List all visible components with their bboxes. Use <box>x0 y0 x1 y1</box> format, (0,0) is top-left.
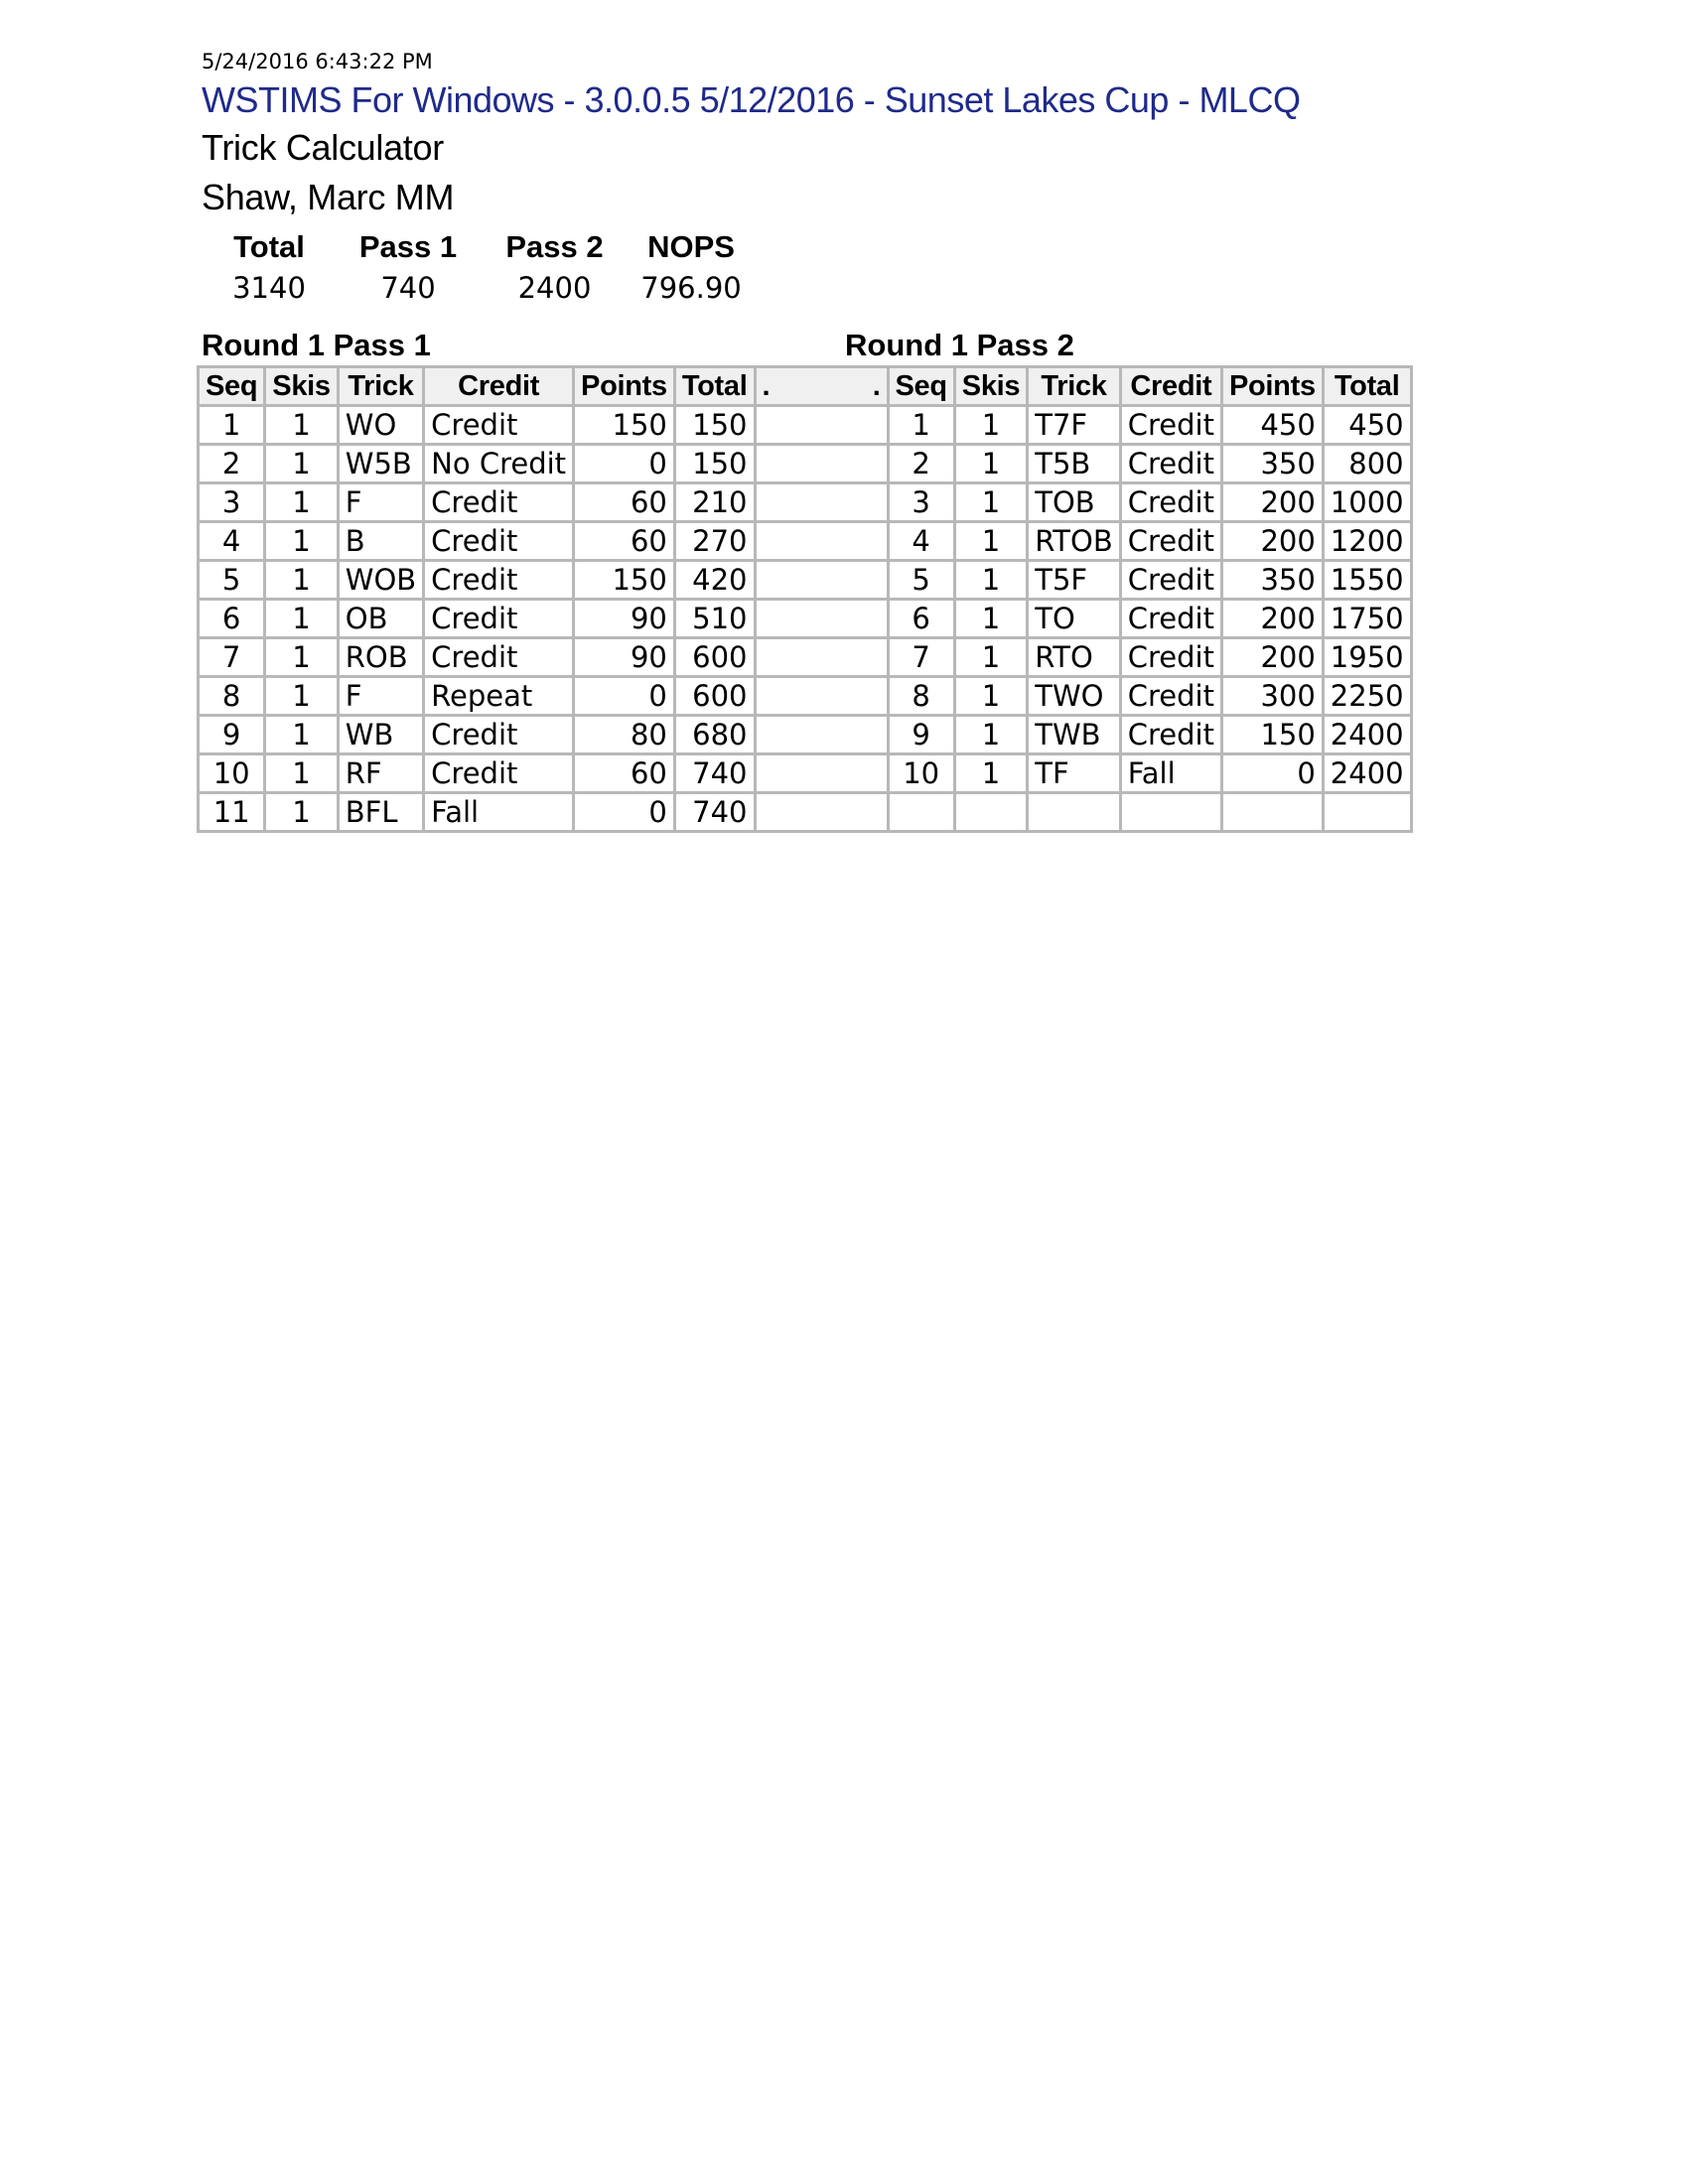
p1-skis: 1 <box>265 677 338 716</box>
p2-skis: 1 <box>954 561 1027 600</box>
p2-credit: Credit <box>1120 561 1221 600</box>
p2-total: 2400 <box>1323 754 1411 793</box>
p1-total: 210 <box>674 483 755 522</box>
p2-credit: Credit <box>1120 716 1221 754</box>
p2-skis: 1 <box>954 754 1027 793</box>
separator-cell <box>755 677 821 716</box>
summary-pass2-value: 2400 <box>517 271 592 305</box>
p1-skis: 1 <box>265 445 338 483</box>
p2-empty-cell <box>1028 793 1120 832</box>
p1-points: 80 <box>574 716 675 754</box>
skier-name: Shaw, Marc MM <box>202 177 455 217</box>
p2-credit: Credit <box>1120 677 1221 716</box>
separator-cell <box>821 522 888 561</box>
p2-skis: 1 <box>954 600 1027 638</box>
p1-trick: WOB <box>338 561 423 600</box>
separator-cell <box>821 716 888 754</box>
p2-points: 200 <box>1221 638 1323 677</box>
p1-points: 60 <box>574 754 675 793</box>
p1-seq: 9 <box>199 716 265 754</box>
summary-pass1-value: 740 <box>380 271 436 305</box>
p2-seq: 3 <box>888 483 954 522</box>
p2-total: 2250 <box>1323 677 1411 716</box>
p2-points: 200 <box>1221 600 1323 638</box>
separator-cell <box>821 600 888 638</box>
p2-empty-cell <box>1323 793 1411 832</box>
pass1-label: Round 1 Pass 1 <box>202 328 431 362</box>
separator-cell <box>821 677 888 716</box>
p1-skis: 1 <box>265 600 338 638</box>
summary-nops-header: NOPS <box>647 229 735 264</box>
p2-points: 450 <box>1221 406 1323 445</box>
p1-seq-header: Seq <box>199 367 265 406</box>
p2-points-header: Points <box>1221 367 1323 406</box>
separator-cell <box>755 754 821 793</box>
p2-points: 300 <box>1221 677 1323 716</box>
p2-trick: TOB <box>1028 483 1120 522</box>
p1-total: 740 <box>674 754 755 793</box>
table-row <box>199 793 1412 832</box>
p1-credit: Credit <box>424 600 574 638</box>
report-timestamp: 5/24/2016 6:43:22 PM <box>202 50 433 73</box>
p2-skis: 1 <box>954 483 1027 522</box>
p2-seq: 1 <box>888 406 954 445</box>
separator-cell <box>755 483 821 522</box>
p1-skis: 1 <box>265 406 338 445</box>
p1-total: 510 <box>674 600 755 638</box>
p2-seq: 8 <box>888 677 954 716</box>
p2-credit: Fall <box>1120 754 1221 793</box>
p2-seq: 4 <box>888 522 954 561</box>
separator-right-header: . <box>821 367 888 406</box>
p2-empty-cell <box>1120 793 1221 832</box>
table-row <box>199 522 1412 561</box>
p1-points: 150 <box>574 406 675 445</box>
score-summary <box>205 226 756 308</box>
p2-credit: Credit <box>1120 600 1221 638</box>
p1-total-header: Total <box>674 367 755 406</box>
p2-trick: TWO <box>1028 677 1120 716</box>
table-row <box>199 716 1412 754</box>
p2-trick: TWB <box>1028 716 1120 754</box>
p2-points: 350 <box>1221 561 1323 600</box>
p2-skis: 1 <box>954 638 1027 677</box>
p1-seq: 10 <box>199 754 265 793</box>
trick-table-header-row <box>199 367 1412 406</box>
p2-total: 800 <box>1323 445 1411 483</box>
p2-credit-header: Credit <box>1120 367 1221 406</box>
table-row <box>199 677 1412 716</box>
p1-credit: Credit <box>424 638 574 677</box>
p1-points: 90 <box>574 638 675 677</box>
p2-total-header: Total <box>1323 367 1411 406</box>
table-row <box>199 754 1412 793</box>
p2-trick-header: Trick <box>1028 367 1120 406</box>
separator-cell <box>821 445 888 483</box>
p1-points: 0 <box>574 445 675 483</box>
summary-pass1-header: Pass 1 <box>358 229 458 264</box>
p2-trick: T5B <box>1028 445 1120 483</box>
p1-credit: Credit <box>424 483 574 522</box>
p2-points: 200 <box>1221 483 1323 522</box>
p2-seq: 6 <box>888 600 954 638</box>
p2-skis-header: Skis <box>954 367 1027 406</box>
p1-credit: Repeat <box>424 677 574 716</box>
report-title: Trick Calculator <box>202 127 444 168</box>
p2-seq: 2 <box>888 445 954 483</box>
p1-seq: 3 <box>199 483 265 522</box>
p1-points: 90 <box>574 600 675 638</box>
p2-points: 0 <box>1221 754 1323 793</box>
p1-trick: B <box>338 522 423 561</box>
p2-credit: Credit <box>1120 483 1221 522</box>
p1-skis: 1 <box>265 638 338 677</box>
separator-cell <box>821 483 888 522</box>
separator-cell <box>755 716 821 754</box>
p1-seq: 4 <box>199 522 265 561</box>
separator-cell <box>821 793 888 832</box>
separator-left-header: . <box>755 367 821 406</box>
p2-skis: 1 <box>954 445 1027 483</box>
p2-total: 1950 <box>1323 638 1411 677</box>
p2-skis: 1 <box>954 716 1027 754</box>
p1-total: 600 <box>674 677 755 716</box>
p1-skis: 1 <box>265 716 338 754</box>
p1-trick: OB <box>338 600 423 638</box>
p1-credit: No Credit <box>424 445 574 483</box>
p1-trick: WO <box>338 406 423 445</box>
separator-cell <box>755 600 821 638</box>
p1-trick: F <box>338 483 423 522</box>
summary-total-value: 3140 <box>232 271 306 305</box>
p2-points: 200 <box>1221 522 1323 561</box>
table-row <box>199 445 1412 483</box>
p2-trick: RTOB <box>1028 522 1120 561</box>
p2-empty-cell <box>888 793 954 832</box>
p1-credit: Fall <box>424 793 574 832</box>
separator-cell <box>755 522 821 561</box>
p2-total: 450 <box>1323 406 1411 445</box>
p2-trick: RTO <box>1028 638 1120 677</box>
p1-credit-header: Credit <box>424 367 574 406</box>
trick-table <box>197 365 1413 833</box>
p1-total: 270 <box>674 522 755 561</box>
table-row <box>199 483 1412 522</box>
p1-seq: 11 <box>199 793 265 832</box>
table-row <box>199 561 1412 600</box>
separator-cell <box>755 793 821 832</box>
separator-cell <box>821 406 888 445</box>
p2-seq-header: Seq <box>888 367 954 406</box>
p2-credit: Credit <box>1120 522 1221 561</box>
p2-points: 150 <box>1221 716 1323 754</box>
p2-trick: T7F <box>1028 406 1120 445</box>
summary-total-header: Total <box>233 229 305 264</box>
p1-trick: W5B <box>338 445 423 483</box>
p1-points: 0 <box>574 677 675 716</box>
p2-skis: 1 <box>954 406 1027 445</box>
p1-trick-header: Trick <box>338 367 423 406</box>
p1-skis-header: Skis <box>265 367 338 406</box>
p2-credit: Credit <box>1120 445 1221 483</box>
p2-trick: TF <box>1028 754 1120 793</box>
separator-cell <box>755 561 821 600</box>
app-title: WSTIMS For Windows - 3.0.0.5 5/12/2016 - Sunset Lakes Cup - MLCQ <box>202 79 1301 120</box>
p1-skis: 1 <box>265 483 338 522</box>
p2-empty-cell <box>1221 793 1323 832</box>
table-row <box>199 406 1412 445</box>
p1-trick: ROB <box>338 638 423 677</box>
p2-total: 1200 <box>1323 522 1411 561</box>
p1-trick: RF <box>338 754 423 793</box>
p2-trick: T5F <box>1028 561 1120 600</box>
p1-skis: 1 <box>265 522 338 561</box>
separator-cell <box>821 638 888 677</box>
p2-empty-cell <box>954 793 1027 832</box>
p1-skis: 1 <box>265 561 338 600</box>
p1-points-header: Points <box>574 367 675 406</box>
p1-total: 420 <box>674 561 755 600</box>
p2-seq: 7 <box>888 638 954 677</box>
p1-total: 740 <box>674 793 755 832</box>
p2-total: 1000 <box>1323 483 1411 522</box>
summary-header-row <box>205 226 756 268</box>
p1-points: 150 <box>574 561 675 600</box>
p1-seq: 5 <box>199 561 265 600</box>
p2-skis: 1 <box>954 522 1027 561</box>
p1-credit: Credit <box>424 406 574 445</box>
p1-trick: BFL <box>338 793 423 832</box>
p2-total: 1750 <box>1323 600 1411 638</box>
p1-skis: 1 <box>265 754 338 793</box>
p1-points: 0 <box>574 793 675 832</box>
p1-total: 680 <box>674 716 755 754</box>
p1-total: 150 <box>674 406 755 445</box>
p2-seq: 5 <box>888 561 954 600</box>
p2-skis: 1 <box>954 677 1027 716</box>
p2-seq: 9 <box>888 716 954 754</box>
separator-cell <box>821 561 888 600</box>
p2-points: 350 <box>1221 445 1323 483</box>
p1-points: 60 <box>574 483 675 522</box>
p2-credit: Credit <box>1120 638 1221 677</box>
separator-cell <box>755 638 821 677</box>
p1-credit: Credit <box>424 754 574 793</box>
p1-seq: 2 <box>199 445 265 483</box>
summary-nops-value: 796.90 <box>640 271 742 305</box>
p1-seq: 6 <box>199 600 265 638</box>
p2-total: 1550 <box>1323 561 1411 600</box>
p1-points: 60 <box>574 522 675 561</box>
table-row <box>199 638 1412 677</box>
p1-credit: Credit <box>424 716 574 754</box>
p1-credit: Credit <box>424 522 574 561</box>
p2-trick: TO <box>1028 600 1120 638</box>
p2-credit: Credit <box>1120 406 1221 445</box>
summary-value-row <box>205 268 756 308</box>
p1-seq: 1 <box>199 406 265 445</box>
p1-seq: 8 <box>199 677 265 716</box>
p1-total: 600 <box>674 638 755 677</box>
p1-trick: WB <box>338 716 423 754</box>
pass2-label: Round 1 Pass 2 <box>845 328 1074 362</box>
separator-cell <box>755 406 821 445</box>
p1-skis: 1 <box>265 793 338 832</box>
separator-cell <box>755 445 821 483</box>
summary-pass2-header: Pass 2 <box>505 229 604 264</box>
p2-seq: 10 <box>888 754 954 793</box>
separator-cell <box>821 754 888 793</box>
p1-credit: Credit <box>424 561 574 600</box>
p2-total: 2400 <box>1323 716 1411 754</box>
p1-total: 150 <box>674 445 755 483</box>
p1-trick: F <box>338 677 423 716</box>
p1-seq: 7 <box>199 638 265 677</box>
table-row <box>199 600 1412 638</box>
